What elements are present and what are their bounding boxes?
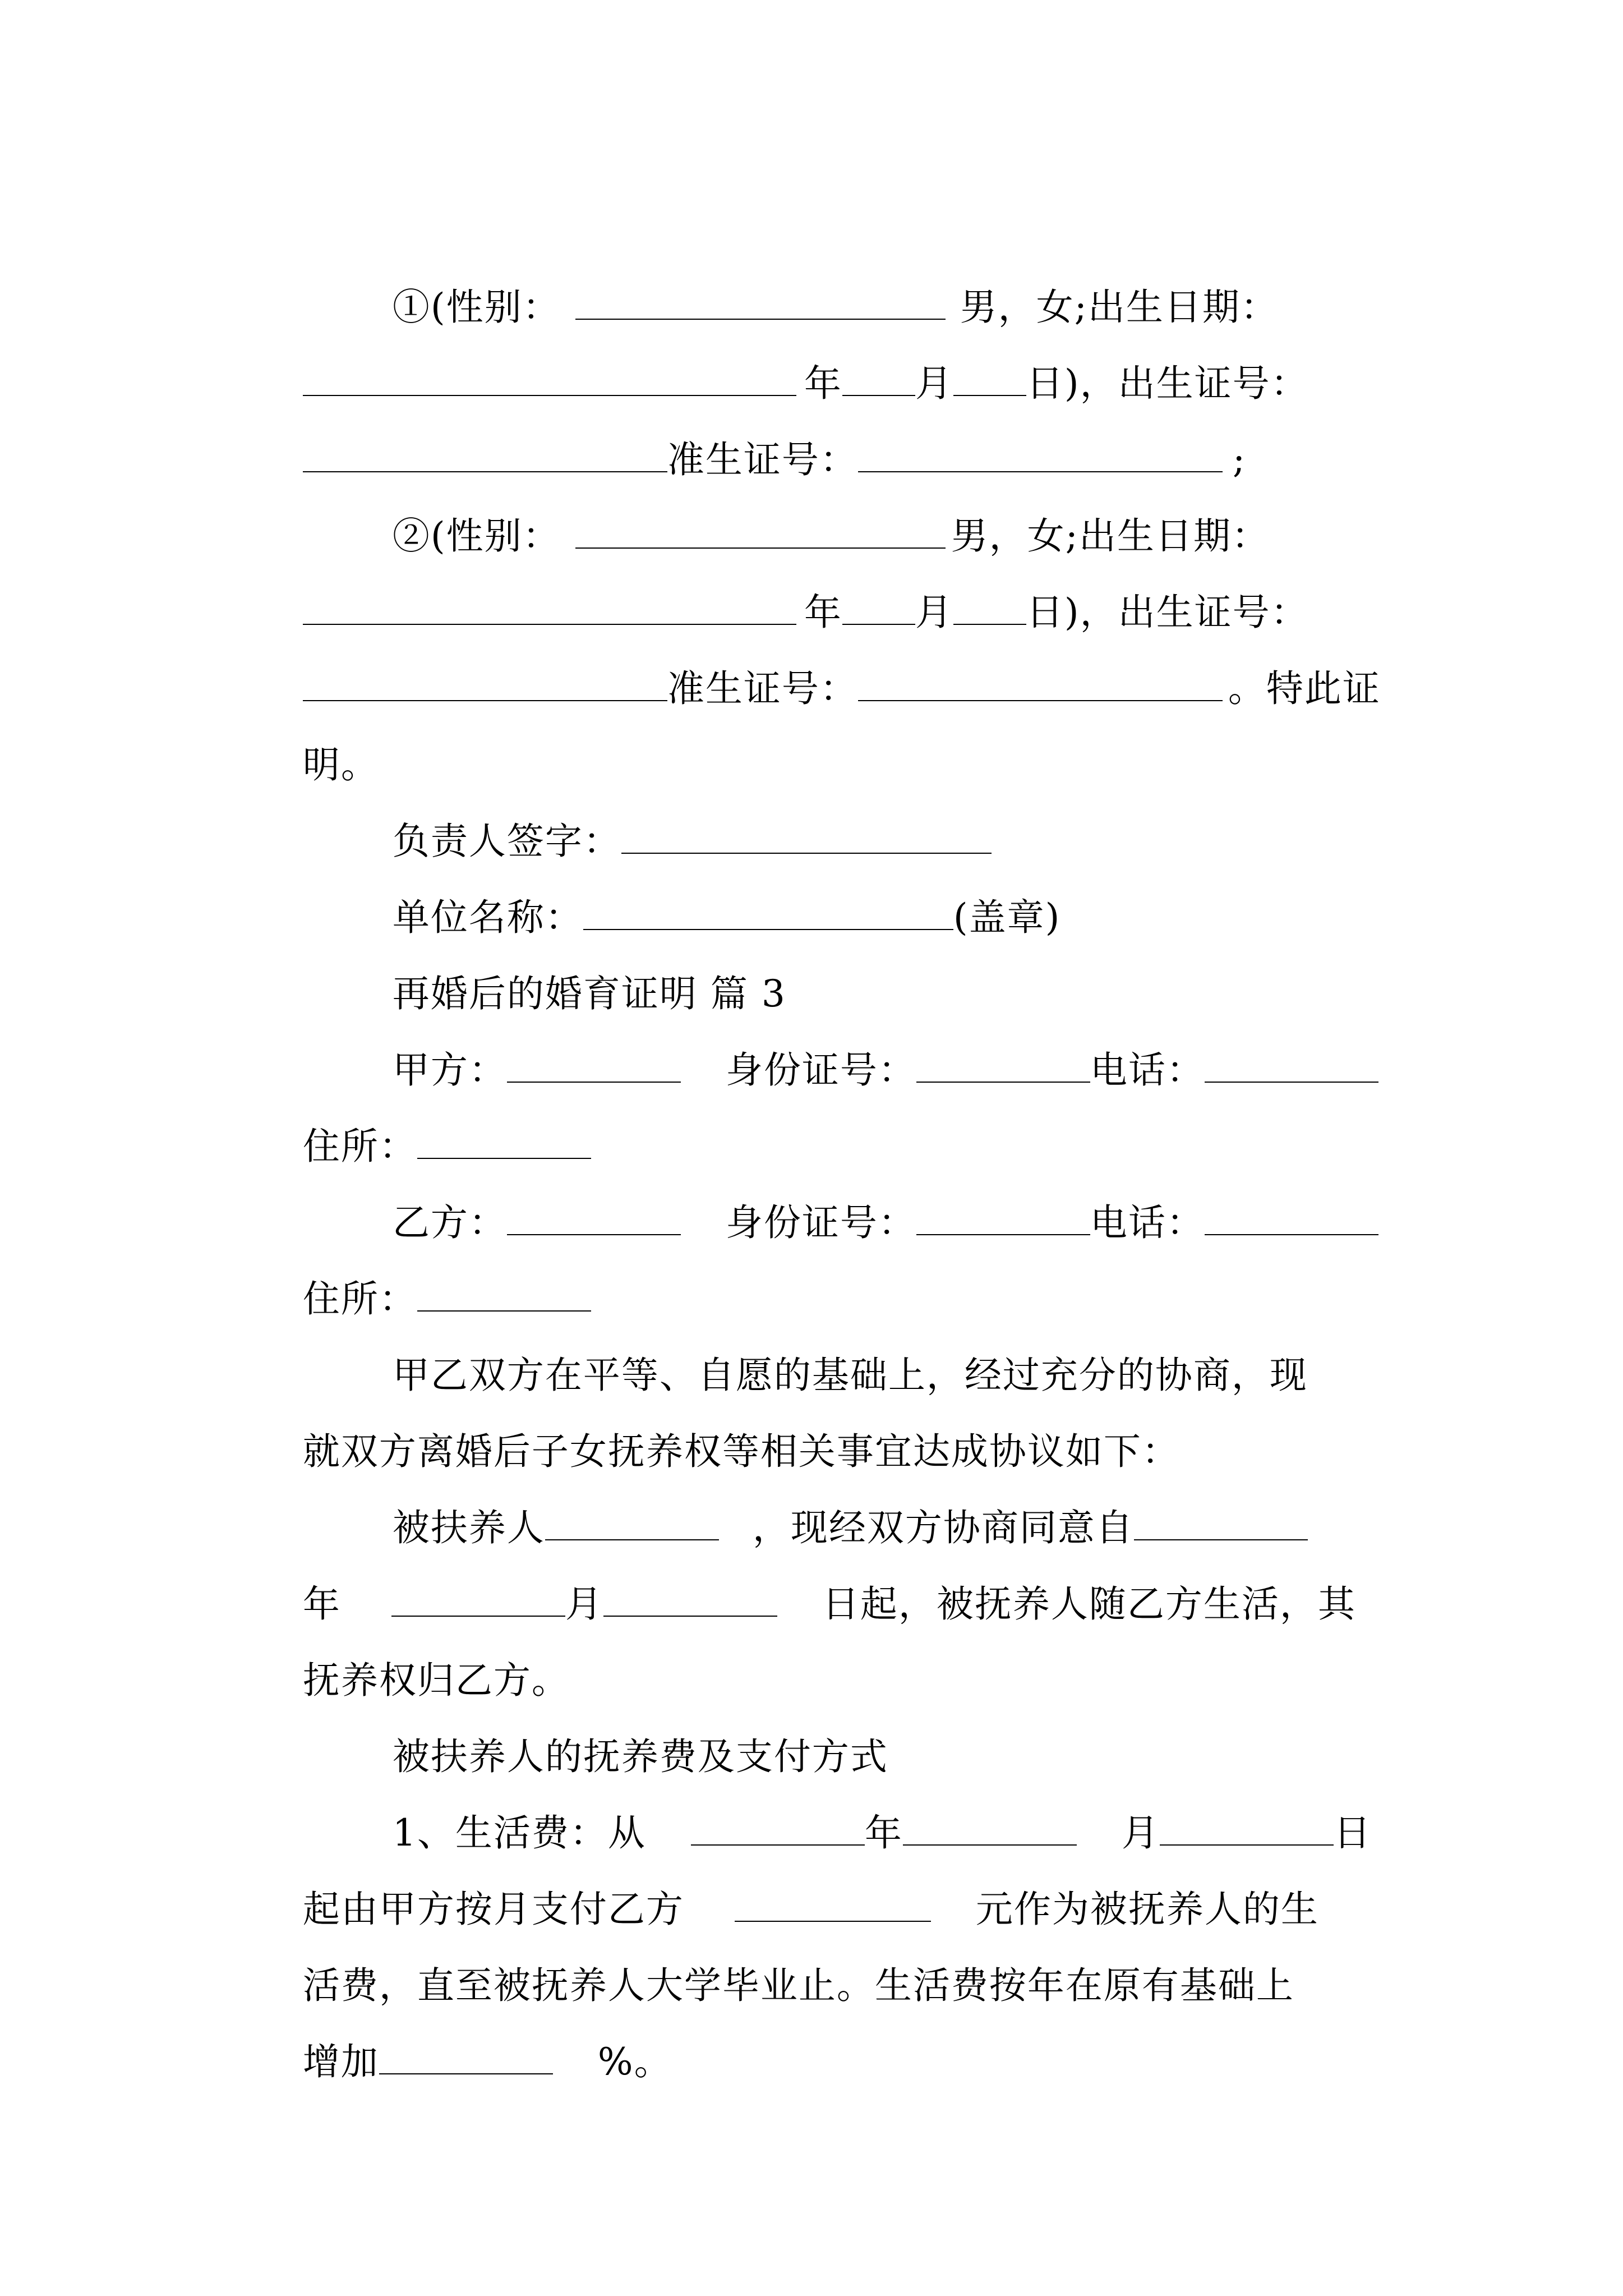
living-expense-line: [341, 1741, 1479, 1855]
text: 住所：: [302, 1125, 417, 1168]
unit-name-line: [341, 825, 1479, 939]
text: 甲乙双方在平等、自愿的基础上，经过充分的协商，现: [392, 1354, 1308, 1397]
text: 增加: [302, 2040, 379, 2083]
paragraph-line: [251, 1588, 1390, 1702]
text: 年: [302, 1582, 341, 1626]
party-a-address-line: [251, 1054, 1390, 1168]
text: 月: [915, 362, 953, 405]
text: 日)，出生证号：: [1026, 362, 1309, 405]
child-2-gender-line: [341, 444, 1479, 558]
text: 明。: [302, 743, 379, 786]
text: 年: [804, 362, 842, 405]
text: 身份证号：: [725, 1048, 916, 1092]
text: 男，女;出生日期：: [951, 514, 1270, 558]
text: 月: [915, 591, 953, 634]
text: 负责人签字：: [392, 820, 621, 863]
text: 1、生活费：从: [392, 1811, 646, 1855]
text: 被扶养人: [392, 1506, 545, 1549]
text: 日起，被抚养人随乙方生活，其: [822, 1582, 1356, 1626]
text: 电话：: [1090, 1201, 1205, 1244]
text: 被扶养人的抚养费及支付方式: [392, 1735, 888, 1778]
text: 起由甲方按月支付乙方: [302, 1888, 684, 1931]
text: 身份证号：: [725, 1201, 916, 1244]
text: 乙方：: [392, 1201, 507, 1244]
child-2-birthdate-line: [251, 520, 1390, 634]
text: 年: [864, 1811, 903, 1855]
certify-end-line: [251, 673, 1390, 786]
party-b-address-line: [251, 1207, 1390, 1320]
text: 月: [565, 1582, 603, 1626]
text: ，现经双方协商同意自: [752, 1506, 1134, 1549]
section-title: [341, 901, 1479, 1015]
text: 就双方离婚后子女抚养权等相关事宜达成协议如下：: [302, 1430, 1180, 1473]
text: 准生证号：: [667, 667, 858, 710]
paragraph-line: [341, 1283, 1479, 1397]
text: 。特此证: [1228, 667, 1381, 710]
paragraph-line: [251, 1893, 1390, 2007]
increase-line: [251, 1970, 1390, 2083]
text: 再婚后的婚育证明 篇 3: [392, 972, 786, 1015]
payment-amount-line: [251, 1817, 1390, 1931]
child-1-gender-line: [341, 215, 1479, 329]
child-1-birthdate-line: [251, 291, 1390, 405]
text: 单位名称：: [392, 896, 583, 939]
text: 电话：: [1090, 1048, 1205, 1092]
text: ;: [1232, 438, 1247, 481]
text: 年: [804, 591, 842, 634]
text: 抚养权归乙方。: [302, 1659, 570, 1702]
child-1-permit-line: [251, 367, 1390, 481]
text: 元作为被抚养人的生: [975, 1888, 1319, 1931]
text: 男，女;出生日期：: [960, 286, 1279, 329]
custody-date-line: [251, 1512, 1390, 1626]
text: 月: [1121, 1811, 1160, 1855]
text: %。: [597, 2040, 672, 2083]
text: 活费，直至被抚养人大学毕业止。生活费按年在原有基础上: [302, 1964, 1294, 2007]
party-b-line: [341, 1130, 1479, 1244]
text: (盖章): [953, 896, 1061, 939]
paragraph-line: [251, 1359, 1390, 1473]
dependent-line: [341, 1435, 1479, 1549]
text: 日: [1333, 1811, 1372, 1855]
text: 住所：: [302, 1277, 417, 1320]
text: 甲方：: [392, 1048, 507, 1092]
text: 准生证号：: [667, 438, 858, 481]
party-a-line: [341, 978, 1479, 1092]
signature-line: [341, 749, 1479, 863]
text: 日)，出生证号：: [1026, 591, 1309, 634]
subheading: [341, 1664, 1479, 1778]
text: ②(性别：: [392, 514, 561, 558]
child-2-permit-line: [251, 596, 1390, 710]
increase-percent-blank[interactable]: [379, 2036, 553, 2074]
text: ①(性别：: [392, 286, 561, 329]
